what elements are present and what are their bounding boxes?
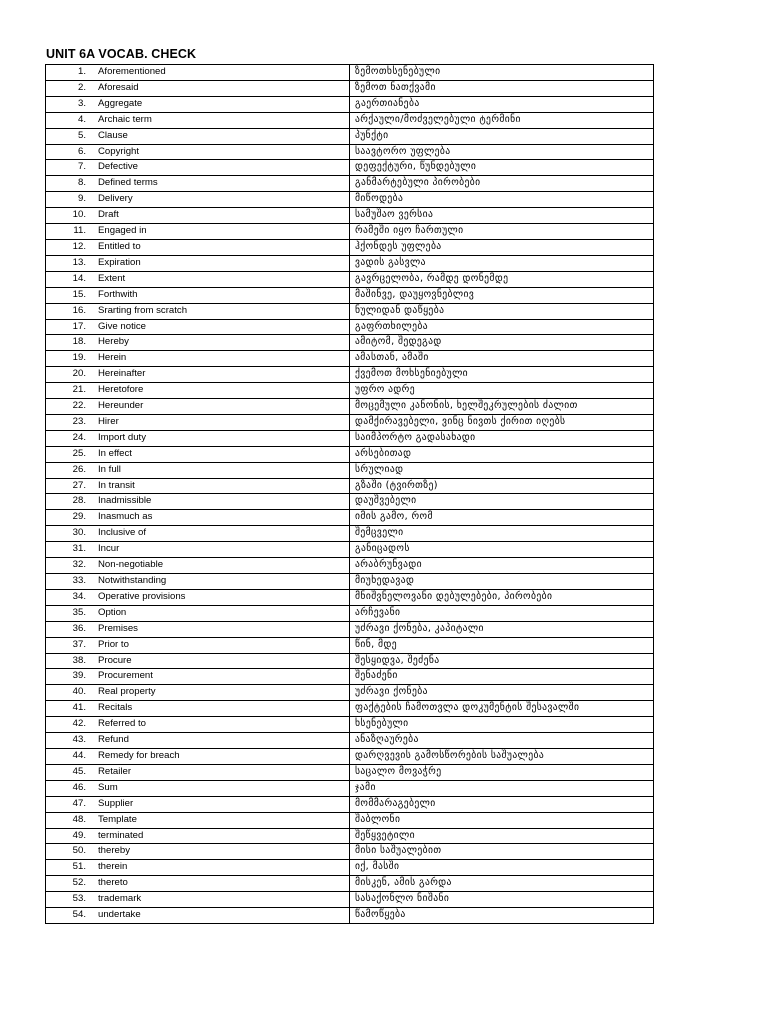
english-term: thereto	[90, 876, 350, 892]
english-term: therein	[90, 860, 350, 876]
georgian-translation: შენაძენი	[350, 669, 654, 685]
table-row	[46, 892, 654, 908]
table-row	[46, 844, 654, 860]
georgian-translation: საიმპორტო გადასახადი	[350, 430, 654, 446]
georgian-translation: ხსენებული	[350, 717, 654, 733]
english-term: Hereby	[90, 335, 350, 351]
georgian-translation: პუნქტი	[350, 128, 654, 144]
row-number: 2.	[46, 80, 91, 96]
english-term: Herein	[90, 351, 350, 367]
row-number: 24.	[46, 430, 91, 446]
row-number: 18.	[46, 335, 91, 351]
georgian-translation: გაფრთხილება	[350, 319, 654, 335]
english-term: Incur	[90, 542, 350, 558]
georgian-translation: შეწყვეტილი	[350, 828, 654, 844]
table-row	[46, 446, 654, 462]
table-row	[46, 414, 654, 430]
english-term: Aforesaid	[90, 80, 350, 96]
english-term: Defective	[90, 160, 350, 176]
english-term: Extent	[90, 271, 350, 287]
english-term: Notwithstanding	[90, 574, 350, 590]
georgian-translation: წამოწყება	[350, 908, 654, 924]
vocab-table	[45, 64, 654, 924]
georgian-translation: მაშინვე, დაუყოვნებლივ	[350, 287, 654, 303]
english-term: Delivery	[90, 192, 350, 208]
georgian-translation: შემცველი	[350, 526, 654, 542]
table-row	[46, 192, 654, 208]
table-row	[46, 96, 654, 112]
row-number: 41.	[46, 701, 91, 717]
english-term: Premises	[90, 621, 350, 637]
row-number: 33.	[46, 574, 91, 590]
georgian-translation: გავრცელობა, რამდე დონემდე	[350, 271, 654, 287]
english-term: Referred to	[90, 717, 350, 733]
table-row	[46, 526, 654, 542]
table-row	[46, 80, 654, 96]
table-row	[46, 669, 654, 685]
row-number: 16.	[46, 303, 91, 319]
row-number: 32.	[46, 558, 91, 574]
page-title: UNIT 6A VOCAB. CHECK	[46, 47, 197, 61]
row-number: 4.	[46, 112, 91, 128]
table-row	[46, 494, 654, 510]
english-term: Non-negotiable	[90, 558, 350, 574]
georgian-translation: მისკენ, ამის გარდა	[350, 876, 654, 892]
row-number: 19.	[46, 351, 91, 367]
table-row	[46, 112, 654, 128]
row-number: 8.	[46, 176, 91, 192]
table-row	[46, 287, 654, 303]
english-term: Operative provisions	[90, 589, 350, 605]
table-row	[46, 733, 654, 749]
table-row	[46, 128, 654, 144]
table-row	[46, 780, 654, 796]
georgian-translation: ამასთან, ამაში	[350, 351, 654, 367]
english-term: Inasmuch as	[90, 510, 350, 526]
row-number: 11.	[46, 224, 91, 240]
english-term: Prior to	[90, 637, 350, 653]
georgian-translation: ქვემოთ მოხსენიებული	[350, 367, 654, 383]
row-number: 39.	[46, 669, 91, 685]
row-number: 37.	[46, 637, 91, 653]
row-number: 13.	[46, 255, 91, 271]
english-term: Inclusive of	[90, 526, 350, 542]
table-row	[46, 748, 654, 764]
table-row	[46, 208, 654, 224]
english-term: Defined terms	[90, 176, 350, 192]
table-row	[46, 701, 654, 717]
georgian-translation: მომმარაგებელი	[350, 796, 654, 812]
table-row	[46, 717, 654, 733]
georgian-translation: არქაული/მოძველებული ტერმინი	[350, 112, 654, 128]
english-term: thereby	[90, 844, 350, 860]
english-term: Engaged in	[90, 224, 350, 240]
english-term: trademark	[90, 892, 350, 908]
row-number: 25.	[46, 446, 91, 462]
english-term: Clause	[90, 128, 350, 144]
row-number: 6.	[46, 144, 91, 160]
row-number: 23.	[46, 414, 91, 430]
english-term: Supplier	[90, 796, 350, 812]
english-term: Expiration	[90, 255, 350, 271]
row-number: 49.	[46, 828, 91, 844]
row-number: 20.	[46, 367, 91, 383]
english-term: Inadmissible	[90, 494, 350, 510]
row-number: 12.	[46, 239, 91, 255]
english-term: Aforementioned	[90, 65, 350, 81]
georgian-translation: საავტორო უფლება	[350, 144, 654, 160]
table-row	[46, 176, 654, 192]
english-term: Hereinafter	[90, 367, 350, 383]
table-row	[46, 605, 654, 621]
georgian-translation: სამუშაო ვერსია	[350, 208, 654, 224]
table-row	[46, 160, 654, 176]
english-term: Draft	[90, 208, 350, 224]
georgian-translation: ანაზღაურება	[350, 733, 654, 749]
row-number: 31.	[46, 542, 91, 558]
row-number: 45.	[46, 764, 91, 780]
table-row	[46, 65, 654, 81]
row-number: 17.	[46, 319, 91, 335]
row-number: 21.	[46, 383, 91, 399]
row-number: 52.	[46, 876, 91, 892]
english-term: Hereunder	[90, 399, 350, 415]
english-term: In effect	[90, 446, 350, 462]
table-row	[46, 908, 654, 924]
english-term: Aggregate	[90, 96, 350, 112]
georgian-translation: ფაქტების ჩამოთვლა დოკუმენტის შესავალში	[350, 701, 654, 717]
georgian-translation: სასაქონლო ნიშანი	[350, 892, 654, 908]
english-term: Option	[90, 605, 350, 621]
row-number: 53.	[46, 892, 91, 908]
table-row	[46, 574, 654, 590]
english-term: In full	[90, 462, 350, 478]
georgian-translation: მისი საშუალებით	[350, 844, 654, 860]
table-row	[46, 383, 654, 399]
row-number: 38.	[46, 653, 91, 669]
row-number: 3.	[46, 96, 91, 112]
english-term: undertake	[90, 908, 350, 924]
georgian-translation: მიწოდება	[350, 192, 654, 208]
row-number: 15.	[46, 287, 91, 303]
vocab-table-body	[46, 65, 654, 924]
english-term: Remedy for breach	[90, 748, 350, 764]
english-term: Procurement	[90, 669, 350, 685]
table-row	[46, 144, 654, 160]
row-number: 28.	[46, 494, 91, 510]
georgian-translation: სრულიად	[350, 462, 654, 478]
georgian-translation: შაბლონი	[350, 812, 654, 828]
english-term: Hirer	[90, 414, 350, 430]
english-term: Retailer	[90, 764, 350, 780]
georgian-translation: ზემოთხსენებული	[350, 65, 654, 81]
english-term: Archaic term	[90, 112, 350, 128]
table-row	[46, 255, 654, 271]
english-term: Recitals	[90, 701, 350, 717]
table-row	[46, 462, 654, 478]
table-row	[46, 478, 654, 494]
georgian-translation: ამიტომ, შედეგად	[350, 335, 654, 351]
table-row	[46, 828, 654, 844]
georgian-translation: რამეში იყო ჩართული	[350, 224, 654, 240]
row-number: 51.	[46, 860, 91, 876]
row-number: 14.	[46, 271, 91, 287]
row-number: 35.	[46, 605, 91, 621]
english-term: Procure	[90, 653, 350, 669]
table-row	[46, 653, 654, 669]
row-number: 48.	[46, 812, 91, 828]
georgian-translation: ჯამი	[350, 780, 654, 796]
georgian-translation: იმის გამო, რომ	[350, 510, 654, 526]
georgian-translation: დეფექტური, წუნდებული	[350, 160, 654, 176]
row-number: 26.	[46, 462, 91, 478]
english-term: Real property	[90, 685, 350, 701]
georgian-translation: უძრავი ქონება, კაპიტალი	[350, 621, 654, 637]
table-row	[46, 367, 654, 383]
row-number: 34.	[46, 589, 91, 605]
english-term: Sum	[90, 780, 350, 796]
english-term: Template	[90, 812, 350, 828]
table-row	[46, 319, 654, 335]
row-number: 40.	[46, 685, 91, 701]
table-row	[46, 430, 654, 446]
georgian-translation: არაბრუნვადი	[350, 558, 654, 574]
english-term: Refund	[90, 733, 350, 749]
table-row	[46, 351, 654, 367]
row-number: 29.	[46, 510, 91, 526]
georgian-translation: ზემოთ ნათქვამი	[350, 80, 654, 96]
row-number: 54.	[46, 908, 91, 924]
table-row	[46, 224, 654, 240]
georgian-translation: წინ, მდე	[350, 637, 654, 653]
row-number: 44.	[46, 748, 91, 764]
georgian-translation: განიცადოს	[350, 542, 654, 558]
table-row	[46, 303, 654, 319]
english-term: Forthwith	[90, 287, 350, 303]
georgian-translation: უფრო ადრე	[350, 383, 654, 399]
georgian-translation: დაუშვებელი	[350, 494, 654, 510]
georgian-translation: შესყიდვა, შეძენა	[350, 653, 654, 669]
row-number: 7.	[46, 160, 91, 176]
table-row	[46, 239, 654, 255]
table-row	[46, 399, 654, 415]
row-number: 1.	[46, 65, 91, 81]
english-term: In transit	[90, 478, 350, 494]
georgian-translation: არსებითად	[350, 446, 654, 462]
georgian-translation: დამქირავებელი, ვინც ნივთს ქირით იღებს	[350, 414, 654, 430]
english-term: Entitled to	[90, 239, 350, 255]
row-number: 22.	[46, 399, 91, 415]
georgian-translation: საცალო მოვაჭრე	[350, 764, 654, 780]
table-row	[46, 796, 654, 812]
row-number: 30.	[46, 526, 91, 542]
georgian-translation: ჰქონდეს უფლება	[350, 239, 654, 255]
row-number: 36.	[46, 621, 91, 637]
georgian-translation: არჩევანი	[350, 605, 654, 621]
table-row	[46, 637, 654, 653]
table-row	[46, 876, 654, 892]
english-term: Give notice	[90, 319, 350, 335]
table-row	[46, 685, 654, 701]
table-row	[46, 335, 654, 351]
georgian-translation: ვადის გასვლა	[350, 255, 654, 271]
table-row	[46, 860, 654, 876]
georgian-translation: დარღვევის გამოსწორების საშუალება	[350, 748, 654, 764]
georgian-translation: გზაში (ტვირთზე)	[350, 478, 654, 494]
georgian-translation: მოცემული კანონის, ხელშეკრულების ძალით	[350, 399, 654, 415]
table-row	[46, 542, 654, 558]
table-row	[46, 558, 654, 574]
english-term: Heretofore	[90, 383, 350, 399]
row-number: 27.	[46, 478, 91, 494]
georgian-translation: მიუხედავად	[350, 574, 654, 590]
georgian-translation: უძრავი ქონება	[350, 685, 654, 701]
table-row	[46, 812, 654, 828]
row-number: 9.	[46, 192, 91, 208]
georgian-translation: განმარტებული პირობები	[350, 176, 654, 192]
georgian-translation: მნიშვნელოვანი დებულებები, პირობები	[350, 589, 654, 605]
row-number: 47.	[46, 796, 91, 812]
georgian-translation: გაერთიანება	[350, 96, 654, 112]
english-term: Import duty	[90, 430, 350, 446]
row-number: 10.	[46, 208, 91, 224]
georgian-translation: იქ, მასში	[350, 860, 654, 876]
english-term: Copyright	[90, 144, 350, 160]
row-number: 43.	[46, 733, 91, 749]
table-row	[46, 621, 654, 637]
row-number: 42.	[46, 717, 91, 733]
table-row	[46, 764, 654, 780]
english-term: terminated	[90, 828, 350, 844]
table-row	[46, 271, 654, 287]
georgian-translation: ნულიდან დაწყება	[350, 303, 654, 319]
row-number: 46.	[46, 780, 91, 796]
table-row	[46, 589, 654, 605]
table-row	[46, 510, 654, 526]
english-term: Srarting from scratch	[90, 303, 350, 319]
row-number: 5.	[46, 128, 91, 144]
row-number: 50.	[46, 844, 91, 860]
